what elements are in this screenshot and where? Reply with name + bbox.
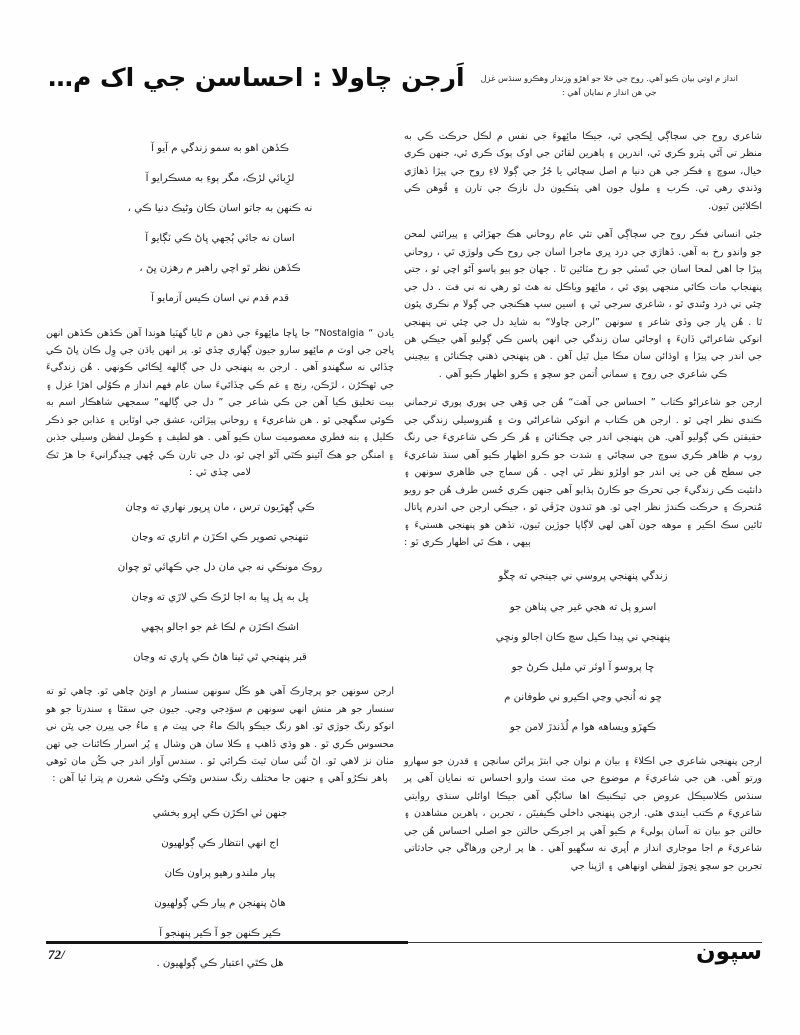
verse-line: تنهنجي تصوير ڪي اڪڙن م اتاري ته وڃان [131,531,309,543]
verse-line: اسان نه جائي ٻُجهي ڀاڻ ڪي ٽڳايو آ [145,233,295,245]
page-title: اَرجن چاولا : احساسن جي اک م… [48,63,465,92]
column-right [404,128,762,939]
verse-line: جنهن ئي اڪڙن ڪي اڀرو بخشي [152,807,288,819]
verse-line: لڙِبائي لڙڪ، مگر ٻوءِ به مسڪرايو آ [145,173,295,185]
verse-line: هاڻ پنهنجن م پيار ڪي ڳولهيون [154,898,286,910]
paragraph: يادن “ Nostalgia” جا ڀاڄا مائِهوءَ جي ذهن م ٿايا گهٽيا هوندا آهن ڪڏهن ڪڏهن انهن ڀاڃن جي اوٽ م مائِهو سارو جيون ڳهاري چڏي ٿو. پر انهن ياڌن جي وِل ڪان ڀاڻ ڪي چڏائي نه سگهندو آهي . ارجن به پنهنجي دل جي ڳالهه لِڪائي ڪونهي . هُن زندگيءَ جي ٿهڪرُن ، لڙڪن، رنج ۽ غم ڪي چڏائيءَ سان عام فهم انداز م ڪوُلي اهڙا غزل ۽ بيت تخليق ڪيا آهن جن ڪي شاعر جي ” دل جي ڳالهه“ سمجهي شاهڪار اسم به ڪوئي سگهجي ٿو . هن شاعريءَ ۽ روحاني پيڙائن، عشق جي اوٿاين ۽ عذابن جو ذڪر ڪليل ۽ بنه فطري معصوميت سان ڪيو آهي . هو لطيف ۽ ڪومل لفظن وسيلي جذبن ۽ امنگن جو هڪ آئينو ڪٿي آڻو اچي ٿو، دل جي تارن ڪي ڇُهي ڇيڊگرانيءَ جا هڙ ٿڪ لامي چڏي ٿي : [46,327,394,479]
verse-line: ڀل به ڀل ڀيا به اجا لڙڪ ڪي لاڙي ته وڃان [131,591,309,603]
verse-line: هل ڪٿي اعتبار ڪي ڳولهيون . [156,958,284,970]
paragraph: جئي انساني فڪر روح جي سڄاڳي آهي تئي عام روحاني هڪ جهڙائي ۽ پيرائتي لمحن جو وانڍو رخ به آهي. ڏهاڙي جي درد ڀري ماجرا اسان جي روح ڪي ولوڙي ٿي ، روحاني پيڙا جا اهي لمحا اسان جي ٿَسٽي جو رخ مٽائين ٿا . جهان جو ٻيو ٻاسو آڻو اچي ٿو ، جتي پنهنجاپ مات ڪائي منجهي پوي ٿي ، مائِهو وياڪل نه هٿ ٿو رهي نه ني فٽ . دل جي چئي تي درد وڻندي ٿو ، شاعري سرجي ٿي ۽ اسين سڀ هڪنجي جي ڳولا م نڪري پئون ٿا . هُن ڀار جي وڏي شاعر ۽ سونهن ”ارجن چاولا“ به شايد دل جي چئي تي پنهنجي انوکي شاعراڻي ڏانءَ ۽ اوجائي سان زندگي جي انهن پاسن ڪي ڳوليو آهي جيڪي هن جي اندر جي پيڙا ۽ اوڌائن سان مڪا ميل ٿيل آهن . هن پنهنجي ذهني چڪنائن ۽ بيچيني ڪي شاعري جي روح ۽ سماني اُتمن جو سچو ۽ ڪرو اظهار ڪيو آهي . [404,229,762,380]
verse-line: پنهنجي ني پيدا ڪيل سچ ڪان اجالو ونڇي [495,631,671,643]
verse-block [46,493,394,674]
verse-line: ڪهڙو ويساهه هوا م لُڏندڙ لامن جو [509,721,657,733]
verse-line: ڪڏهن نظر ٿو اچي راهبر م رهزن ڀڻ ، [139,263,301,275]
verse-block [46,134,394,315]
paragraph: ارجن پنهنجي شاعري جي اڪلاءَ ۽ بيان م نوان جي ابتڙ پراڻن سانچن ۽ قدرن جو سهارو ورتو آهي. هن جي شاعريءَ م موضوع جي مٽ سٽ وارو احساس ته نمايان آهي پر سنڌس ڪلاسيڪل عروض جي ٽيڪنيڪ اها سائڳي آهي جيڪا اوائلي سنڌي روايتي شاعريءَ م ڪتب ايندي هئي. ارجن پنهنجي داخلي ڪيفيتَن ، تجربن ، ٻاهرين مشاهدن ۽ حالتن جو بيان ته آسان ٻوليءَ م ڪيو آهي پر اجرڪي حالتن جو اصلي احساس هُن جي شاعريءَ م اجا موجاري انداز م اُڀري نه سگهيو آهي . ها پر ارجن ورهاڱي جي حادثاتي تجربن جو سچو نِچوڙ لفظي اونهاهي ۽ اڙپنا جي [404,755,762,872]
verse-line: ڇو نه اُنجي وڃي اڪيرو ني طوفانن م [504,691,662,703]
verse-line: قدم قدم ني اسان ڪيس آزمايو آ [151,293,289,305]
paragraph: شاعري روح جي سڄاڳي لِڪجي ٿي، جيڪا مائِهوءَ جي نفس م لڪل حرڪت ڪي به منظر تي آڻي پٽرو ڪري ٿي، اندرين ۽ ٻاهرين لقائن جي اوک ٻوک ڪري ٿي، جنهن ڪري خيال، سوچ ۽ فڪر جي هن دنيا م اصل سچائي يا جُزُ جي ڳولا لاءِ روح جي پيڙا ڏهاڙي وڌندي رهي ٿي. ڪرب ۽ ملول جون اهي ٻٽڪيون دل نازڪ جي تارن ۽ قُوهن ڪي اڪلائين ٿيون. [404,131,762,212]
verse-line: ڪڏهن اهو به سمو زندگي م آيو آ [151,143,289,154]
paragraph: ارجن جو شاعراڻو ڪتاب ” احساس جي آهٽ“ هُن جي وَهي جي پوري پوري ترجماني ڪندي نظر اچي ٿو . ارجن هن ڪتاب م انوکي شاعراڻي وٽ ۽ هُنروسيلي زندگي جي حقيقتن ڪي ڳوليو آهي. هن پنهنجي اندر جي چڪنائن ۽ هُر ڪر ڪي شاعريءَ جي رنگ روپ م ظاهر ڪري سوچ جي سچائي ۽ شدت جو ڪرو اظهار ڪيو آهي سنڌ شاعريءَ جي سطح هُن جي نِي اندر جو اولڙو نظر ٿي اچي . هُن سماج جي ظاهري سونهن ۽ دانئيت ڪي زندگيءَ جي تحرڪ جو ڪارڻ ٻڌايو آهي جنهن ڪري حُسن طرف هُن جو رويو مُتحرڪ ۽ حرڪت ڪندڙ نظر اچي ٿو. هو ٽندون چڙڦي ٿو ، جيڪي ارجن جي اندرم ڀاتال ٿائين سڪ اڪير ۽ موهه جون آهي لهي لاڳاپا جوڙين ٿيون، تڏهن هو پنهنجي هستيءَ ۽ ٻيهي ، هڪ ٿي اظهار ڪري ٿو : [404,397,762,548]
verse-line: روڪ مونڪي نه جي مان دل جي ڪهائي ٿو چوان [117,561,323,573]
verse-line: پيار ملندو رهيو پراون ڪان [164,868,276,880]
verse-line: زندگي پنهنجي پروسي ني جينجي ته چڱو [498,571,668,583]
verse-block [404,562,762,743]
verse-line: ڇا پروسو آ اوئر تي مليل ڪرڻ جو [511,661,655,673]
title-band [48,62,760,120]
verse-line: ڪي ڳهڙيون ترس ، مان ڀرپور نهاري ته وڃان [125,501,315,513]
runaround-line-1: انداز م اوتي بيان ڪيو آهي. روح جي خلا جو اهڙو وزندار وهڪرو سنڌس غزل [480,73,738,83]
title-runaround-text [465,71,760,100]
verse-line: اشڪ اڪڙن م لڪا غم جو اجالو ٻڄهي [141,622,299,634]
verse-line: قبر پنهنجي ٿي ٿينا هاڻ ڪي ڀاري ته وڃان [133,652,307,664]
magazine-masthead: سپون [695,939,762,965]
verse-line: نه ڪنهن به جاتو اسان ڪان وڻيڪ دنيا ڪي ، [127,203,313,215]
footer-rule-thick [46,941,408,944]
runaround-line-2: جي هن انداز م نمايان آهي : [561,87,657,98]
verse-line: ڪير ڪنهن جو آ ڪير پنهنجو آ [159,928,281,940]
verse-line: اسرو پل ته هجي غير جي پناهن جو [509,601,657,613]
page-footer [46,941,762,983]
paragraph: ارجن سونهن جو پرچارڪ آهي هو ڪُل سونهن سنسار م اوتڻ چاهي ٿو. چاهي ٿو ته سنسار جو هر منش انهي سونهن م سوَڊجي وڃي. جيون جي سقڻا ۽ سندرتا جو هو انوکو رنگ جوڙي ٿو. اهو رنگ جيڪو ٻالڪ ماءُ جي پيٽ م ۽ ماءُ جي ڀيرن جي ڀٿن ني محسوس ڪري ٿو . هو وڌي ڏاهپ ۽ ڪلا سان هن وشال ۽ پُر اسرار ڪائنات جي تهن مٺان نز لاهي ٿو. اڻ ٿُني سان ٿيٽ ڪرائي ٿو . سندس آواز اندر جي ڪُن مان ٿوهي ٻاهر نڪرُو آهي ۽ جنهن جا مختلف رنگ سندس وڻڪي وڻڪي شعرن م ڀترا ٿيا آهن : [46,686,394,785]
page-number: 72/ [48,947,65,962]
verse-line: اج انهي انتظار ڪي ڳولهيون [161,838,279,850]
